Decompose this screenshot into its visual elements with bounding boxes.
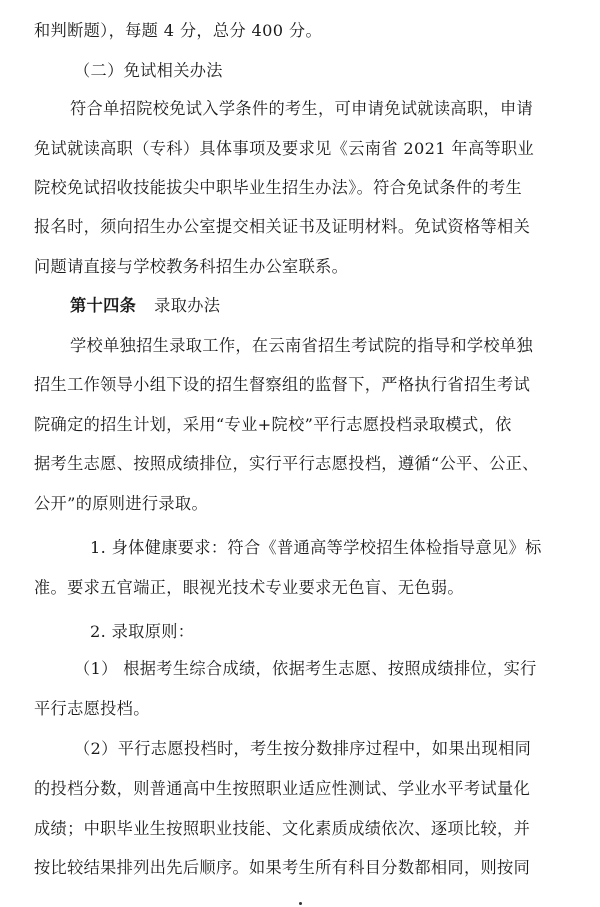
sub-list-item: （1） 根据考生综合成绩，依据考生志愿、按照成绩排位，实行 xyxy=(74,659,537,678)
text-line: 免试就读高职（专科）具体事项及要求见《云南省 2021 年高等职业 xyxy=(34,139,535,158)
text-line: 成绩；中职毕业生按照职业技能、文化素质成绩依次、逐项比较，并 xyxy=(34,819,531,838)
text-line: 公开”的原则进行录取。 xyxy=(34,494,208,513)
section-subheading: （二）免试相关办法 xyxy=(74,61,223,80)
text-line: 和判断题），每题 4 分，总分 400 分。 xyxy=(34,21,323,40)
text-line: 符合单招院校免试入学条件的考生，可申请免试就读高职，申请 xyxy=(70,99,534,118)
text-line: 学校单独招生录取工作，在云南省招生考试院的指导和学校单独 xyxy=(70,336,534,355)
article-heading xyxy=(70,293,220,319)
text-line: 据考生志愿、按照成绩排位，实行平行志愿投档，遵循“公平、公正、 xyxy=(34,454,539,473)
page-mark xyxy=(299,902,302,905)
list-item: 1. 身体健康要求：符合《普通高等学校招生体检指导意见》标 xyxy=(90,538,542,557)
article-number: 第十四条 xyxy=(70,296,137,315)
text-line: 报名时，须向招生办公室提交相关证书及证明材料。免试资格等相关 xyxy=(34,217,531,236)
text-line: 院校免试招收技能拔尖中职毕业生招生办法》。符合免试条件的考生 xyxy=(34,178,523,197)
sub-list-item: （2）平行志愿投档时，考生按分数排序过程中，如果出现相同 xyxy=(74,739,532,758)
text-line: 问题请直接与学校教务科招生办公室联系。 xyxy=(34,257,349,276)
list-item: 2. 录取原则： xyxy=(90,622,195,641)
article-title: 录取办法 xyxy=(154,296,221,315)
text-line: 院确定的招生计划，采用“专业+院校”平行志愿投档录取模式，依 xyxy=(34,415,512,434)
text-line: 平行志愿投档。 xyxy=(34,699,150,718)
text-line: 的投档分数，则普通高中生按照职业适应性测试、学业水平考试量化 xyxy=(34,779,531,798)
text-line: 招生工作领导小组下设的招生督察组的监督下，严格执行省招生考试 xyxy=(34,375,531,394)
text-line: 准。要求五官端正，眼视光技术专业要求无色盲、无色弱。 xyxy=(34,578,464,597)
text-line: 按比较结果排列出先后顺序。如果考生所有科目分数都相同，则按同 xyxy=(34,858,531,877)
